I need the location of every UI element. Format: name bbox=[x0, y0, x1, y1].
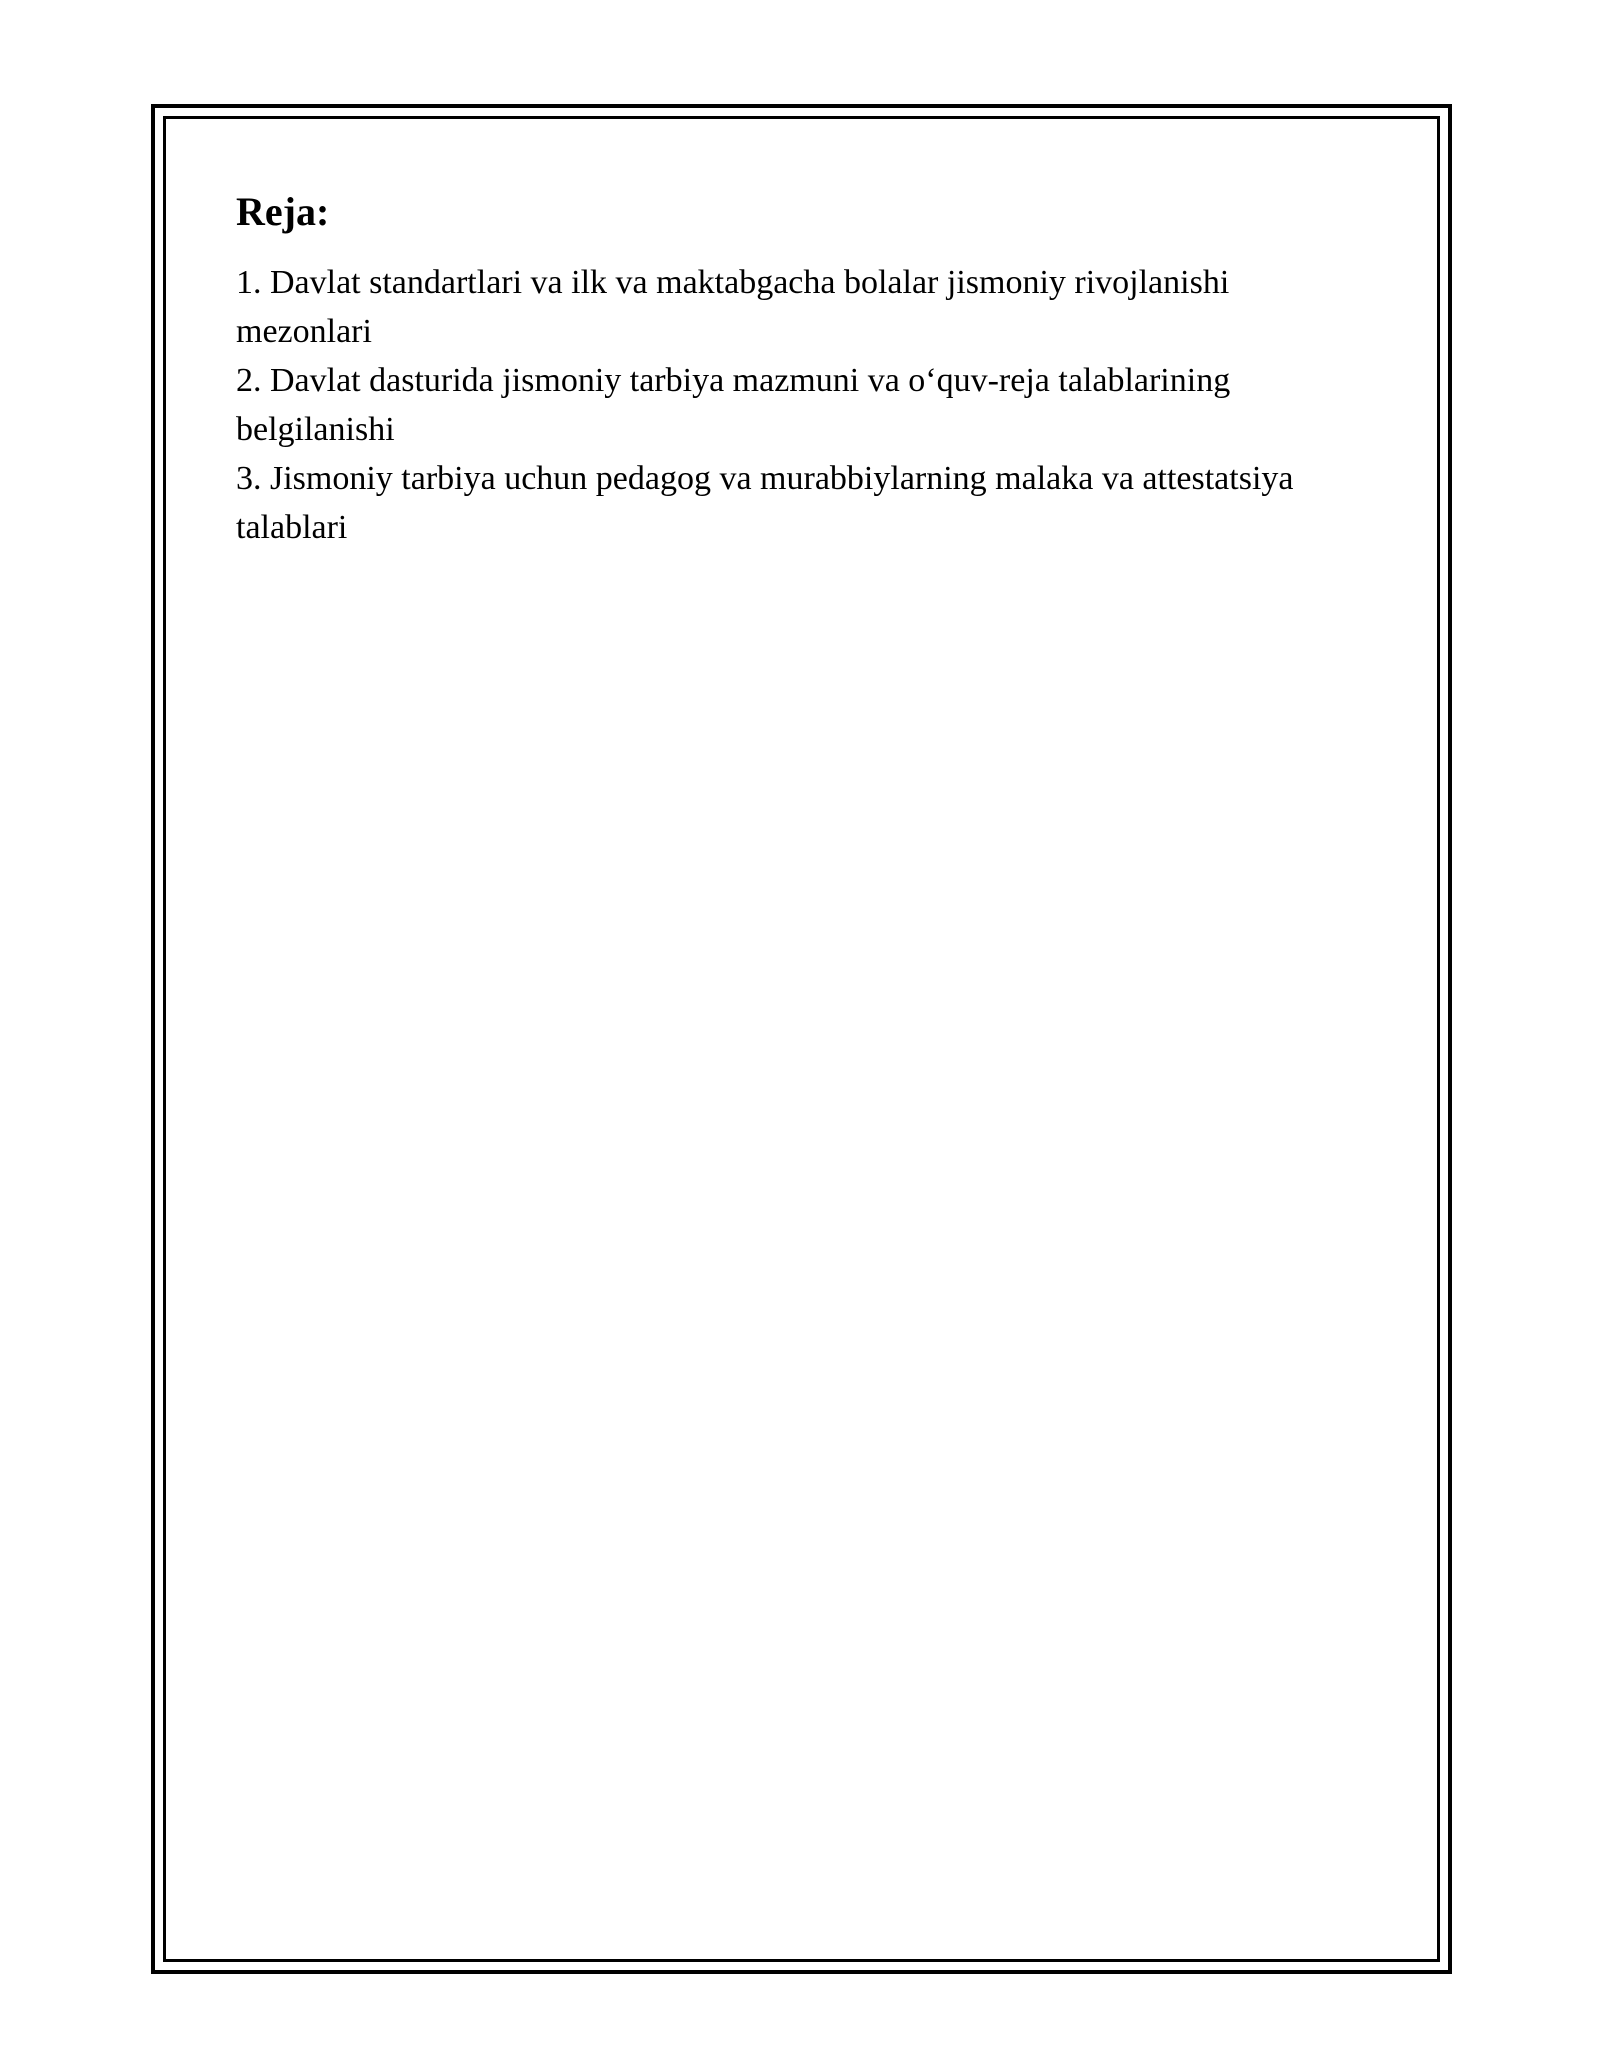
document-content bbox=[236, 188, 1356, 552]
plan-list bbox=[236, 258, 1356, 552]
plan-item-1: 1. Davlat standartlari va ilk va maktabgacha bolalar jismoniy rivojlanishi mezonlari bbox=[236, 264, 1230, 350]
plan-item-3: 3. Jismoniy tarbiya uchun pedagog va murabbiylarning malaka va attestatsiya talablari bbox=[236, 460, 1294, 546]
plan-item-2: 2. Davlat dasturida jismoniy tarbiya mazmuni va o‘quv-reja talablarining belgilanishi bbox=[236, 362, 1231, 448]
plan-heading: Reja: bbox=[236, 189, 330, 234]
